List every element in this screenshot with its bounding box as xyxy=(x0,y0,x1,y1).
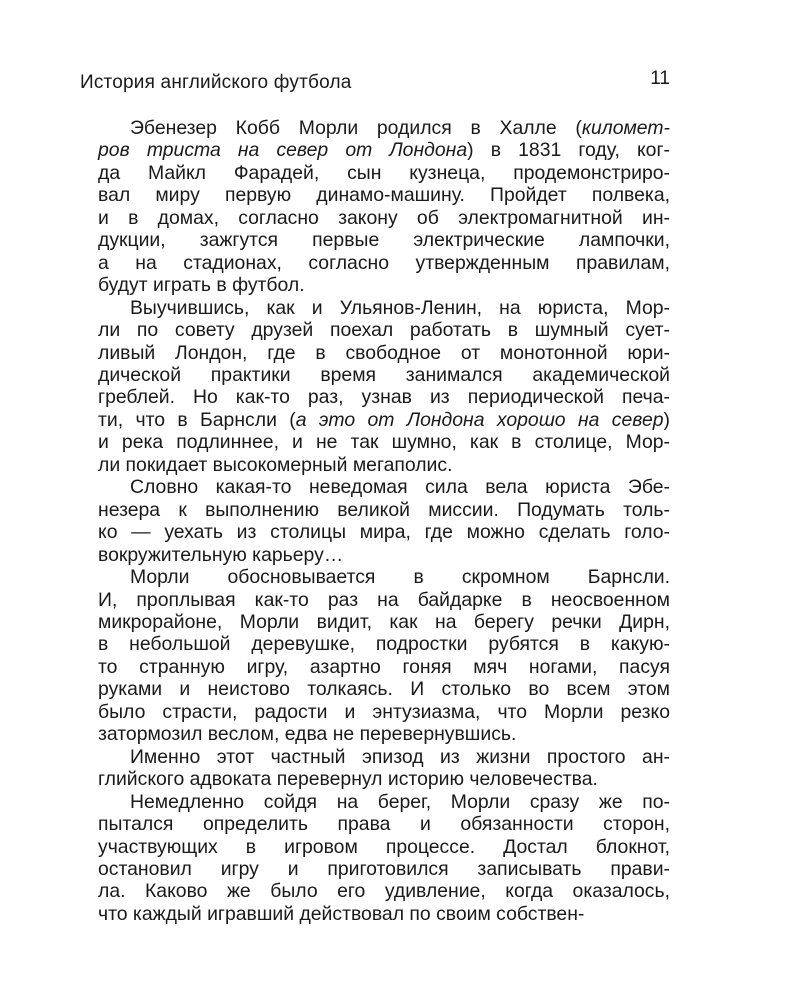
text-run: Немедленно сойдя на берег, Морли сразу же по- xyxy=(130,790,670,813)
text-run: затормозил веслом, едва не перевернувшись. xyxy=(98,723,517,746)
text-line xyxy=(98,566,670,588)
text-run: было страсти, радости и энтузиазма, что Морли резко xyxy=(98,700,670,723)
italic-run: а это от Лондона хорошо на север xyxy=(295,408,664,431)
text-line xyxy=(98,297,670,319)
text-line xyxy=(98,656,670,678)
paragraph xyxy=(98,566,670,746)
text-run: ли покидает высокомерный мегаполис. xyxy=(98,453,453,476)
text-line xyxy=(98,252,670,274)
text-run: будут играть в футбол. xyxy=(98,274,305,297)
text-run: пытался определить права и обязанности сторон, xyxy=(98,813,670,836)
text-run: а на стадионах, согласно утвержденным правилам, xyxy=(98,251,670,274)
text-run: дукции, зажгутся первые электрические лампочки, xyxy=(98,229,670,252)
text-run: вокружительную карьеру… xyxy=(98,543,344,566)
text-run: ти, что в Барнсли ( xyxy=(98,408,296,431)
text-line xyxy=(98,723,670,745)
text-line xyxy=(98,499,670,521)
paragraph xyxy=(98,791,670,926)
text-line xyxy=(98,791,670,813)
paragraph xyxy=(98,476,670,566)
text-run: что каждый игравший действовал по своим собствен- xyxy=(98,902,585,925)
text-run: ливый Лондон, где в свободное от монотонной юри- xyxy=(98,341,670,364)
text-line xyxy=(98,813,670,835)
text-run: в небольшой деревушке, подростки рубятся в какую- xyxy=(98,633,670,656)
italic-run: ров триста на север от Лондона xyxy=(98,139,468,162)
text-line xyxy=(98,431,670,453)
text-line xyxy=(98,678,670,700)
text-run: глийского адвоката перевернул историю человечества. xyxy=(98,768,598,791)
text-run: и в домах, согласно закону об электромагнитной ин- xyxy=(98,206,670,229)
text-run: и река подлиннее, и не так шумно, как в столице, Мор- xyxy=(98,431,670,454)
text-run: Морли обосновывается в скромном Барнсли. xyxy=(130,566,670,589)
text-line xyxy=(98,768,670,790)
text-run: ла. Каково же было его удивление, когда оказалось, xyxy=(98,880,670,903)
text-run: да Майкл Фарадей, сын кузнеца, продемонстриро- xyxy=(98,161,670,184)
text-line xyxy=(98,521,670,543)
body-text xyxy=(98,117,670,925)
text-run: ко — уехать из столицы мира, где можно сделать голо- xyxy=(98,521,670,544)
text-line xyxy=(98,364,670,386)
chapter-title: История английского футбола xyxy=(80,72,352,93)
text-run: незера к выполнению великой миссии. Подумать толь- xyxy=(98,498,670,521)
text-line xyxy=(98,117,670,139)
text-line xyxy=(98,858,670,880)
text-line xyxy=(98,207,670,229)
text-line xyxy=(98,274,670,296)
paragraph xyxy=(98,117,670,297)
text-line xyxy=(98,589,670,611)
page-number: 11 xyxy=(650,68,670,89)
text-line xyxy=(98,836,670,858)
text-run: микрорайоне, Морли видит, как на берегу речки Дирн, xyxy=(98,610,670,633)
text-run: дической практики время занимался академической xyxy=(98,363,670,386)
text-run: Эбенезер Кобб Морли родился в Халле ( xyxy=(130,117,582,139)
text-run: участвующих в игровом процессе. Достал блокнот, xyxy=(98,835,670,858)
text-run: ) xyxy=(663,408,670,431)
text-run: вал миру первую динамо-машину. Пройдет полвека, xyxy=(98,184,670,207)
text-line xyxy=(98,701,670,723)
text-run: греблей. Но как-то раз, узнав из периодической печа- xyxy=(98,386,670,409)
text-run: И, проплывая как-то раз на байдарке в неосвоенном xyxy=(98,588,670,611)
paragraph xyxy=(98,297,670,477)
text-run: Выучившись, как и Ульянов-Ленин, на юриста, Мор- xyxy=(130,296,670,319)
text-line xyxy=(98,229,670,251)
running-head xyxy=(80,68,670,102)
text-run: Словно какая-то неведомая сила вела юриста Эбе- xyxy=(130,476,670,499)
text-line xyxy=(98,746,670,768)
text-run: ли по совету друзей поехал работать в шумный сует- xyxy=(98,319,670,342)
text-line xyxy=(98,633,670,655)
text-line xyxy=(98,162,670,184)
text-line xyxy=(98,476,670,498)
text-line xyxy=(98,184,670,206)
text-line xyxy=(98,611,670,633)
text-line xyxy=(98,903,670,925)
text-run: Именно этот частный эпизод из жизни простого ан- xyxy=(130,745,670,768)
italic-run: километ- xyxy=(581,117,670,139)
text-line xyxy=(98,386,670,408)
text-run: ) в 1831 году, ког- xyxy=(467,139,671,162)
text-line xyxy=(98,139,670,161)
text-line xyxy=(98,880,670,902)
text-line xyxy=(98,319,670,341)
text-line xyxy=(98,342,670,364)
text-run: то странную игру, азартно гоняя мяч ногами, пасуя xyxy=(98,655,670,678)
text-line xyxy=(98,544,670,566)
paragraph xyxy=(98,746,670,791)
text-line xyxy=(98,454,670,476)
text-line xyxy=(98,409,670,431)
text-run: остановил игру и приготовился записывать прави- xyxy=(98,857,670,880)
text-run: руками и неистово толкаясь. И столько во всем этом xyxy=(98,678,670,701)
